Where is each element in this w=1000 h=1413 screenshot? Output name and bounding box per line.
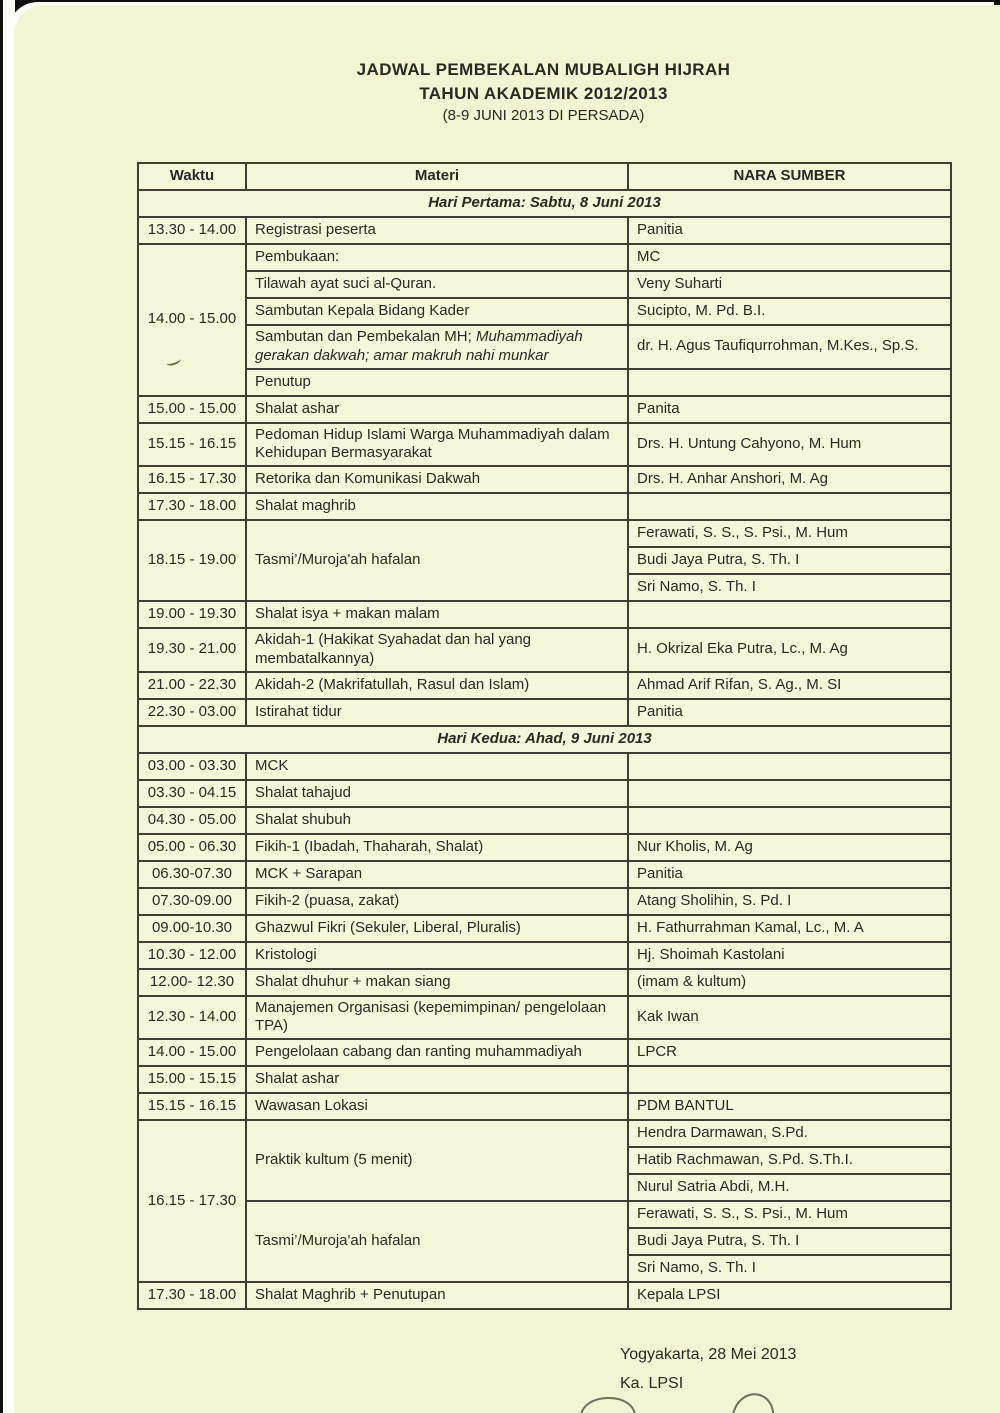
materi-cell: Tasmi’/Muroja'ah hafalan — [246, 1201, 628, 1282]
materi-cell: Wawasan Lokasi — [246, 1093, 628, 1120]
nara-sumber-cell: Drs. H. Untung Cahyono, M. Hum — [628, 423, 951, 467]
nara-sumber-cell: Hatib Rachmawan, S.Pd. S.Th.I. — [628, 1147, 951, 1174]
nara-sumber-cell — [628, 780, 951, 807]
materi-cell: Sambutan Kepala Bidang Kader — [246, 298, 628, 325]
time-cell: 22.30 - 03.00 — [138, 699, 246, 726]
nara-sumber-cell: Sri Namo, S. Th. I — [628, 574, 951, 601]
place-date-line: Yogyakarta, 28 Mei 2013 — [620, 1346, 797, 1363]
time-cell: 13.30 - 14.00 — [138, 217, 246, 244]
materi-cell: Pembukaan: — [246, 244, 628, 271]
signer-title-line: Ka. LPSI — [620, 1375, 684, 1392]
nara-sumber-cell — [628, 1066, 951, 1093]
materi-cell: Retorika dan Komunikasi Dakwah — [246, 466, 628, 493]
materi-cell: Shalat isya + makan malam — [246, 601, 628, 628]
materi-cell: Pedoman Hidup Islami Warga Muhammadiyah dalam Kehidupan Bermasyarakat — [246, 423, 628, 467]
nara-sumber-cell — [628, 807, 951, 834]
materi-cell: Akidah-2 (Makrifatullah, Rasul dan Islam) — [246, 672, 628, 699]
time-cell: 16.15 - 17.30 — [138, 1120, 246, 1282]
day-section-header: Hari Pertama: Sabtu, 8 Juni 2013 — [138, 190, 951, 217]
materi-cell: Penutup — [246, 369, 628, 396]
materi-cell: Shalat ashar — [246, 1066, 628, 1093]
nara-sumber-cell: H. Fathurrahman Kamal, Lc., M. A — [628, 915, 951, 942]
nara-sumber-cell: Drs. H. Anhar Anshori, M. Ag — [628, 466, 951, 493]
col-header-0: Waktu — [138, 163, 246, 190]
document-title: JADWAL PEMBEKALAN MUBALIGH HIJRAH — [356, 60, 731, 79]
materi-cell: Praktik kultum (5 menit) — [246, 1120, 628, 1201]
materi-cell: Shalat ashar — [246, 396, 628, 423]
materi-cell: Istirahat tidur — [246, 699, 628, 726]
time-cell: 03.00 - 03.30 — [138, 753, 246, 780]
materi-cell: Tilawah ayat suci al-Quran. — [246, 271, 628, 298]
time-cell: 17.30 - 18.00 — [138, 1282, 246, 1309]
materi-cell: Fikih-1 (Ibadah, Thaharah, Shalat) — [246, 834, 628, 861]
nara-sumber-cell: Panitia — [628, 217, 951, 244]
nara-sumber-cell: Ferawati, S. S., S. Psi., M. Hum — [628, 520, 951, 547]
col-header-1: Materi — [246, 163, 628, 190]
time-cell: 12.30 - 14.00 — [138, 996, 246, 1040]
materi-cell: Shalat maghrib — [246, 493, 628, 520]
time-cell: 17.30 - 18.00 — [138, 493, 246, 520]
time-cell: 14.00 - 15.00 — [138, 1039, 246, 1066]
nara-sumber-cell: MC — [628, 244, 951, 271]
nara-sumber-cell: Panitia — [628, 699, 951, 726]
nara-sumber-cell: Nur Kholis, M. Ag — [628, 834, 951, 861]
nara-sumber-cell: Sri Namo, S. Th. I — [628, 1255, 951, 1282]
materi-cell: Pengelolaan cabang dan ranting muhammadiyah — [246, 1039, 628, 1066]
materi-cell: MCK + Sarapan — [246, 861, 628, 888]
nara-sumber-cell: Budi Jaya Putra, S. Th. I — [628, 547, 951, 574]
nara-sumber-cell — [628, 753, 951, 780]
materi-cell: Shalat Maghrib + Penutupan — [246, 1282, 628, 1309]
materi-cell: Shalat dhuhur + makan siang — [246, 969, 628, 996]
materi-cell: Fikih-2 (puasa, zakat) — [246, 888, 628, 915]
nara-sumber-cell: Sucipto, M. Pd. B.I. — [628, 298, 951, 325]
nara-sumber-cell: Ferawati, S. S., S. Psi., M. Hum — [628, 1201, 951, 1228]
signature-stroke — [580, 1397, 636, 1413]
time-cell: 15.15 - 16.15 — [138, 423, 246, 467]
time-cell: 05.00 - 06.30 — [138, 834, 246, 861]
nara-sumber-cell — [628, 601, 951, 628]
materi-cell: Shalat shubuh — [246, 807, 628, 834]
materi-cell: Shalat tahajud — [246, 780, 628, 807]
nara-sumber-cell: Hj. Shoimah Kastolani — [628, 942, 951, 969]
materi-cell: Registrasi peserta — [246, 217, 628, 244]
nara-sumber-cell — [628, 493, 951, 520]
materi-cell: Manajemen Organisasi (kepemimpinan/ pengelolaan TPA) — [246, 996, 628, 1040]
time-cell: 18.15 - 19.00 — [138, 520, 246, 601]
nara-sumber-cell: Budi Jaya Putra, S. Th. I — [628, 1228, 951, 1255]
nara-sumber-cell: dr. H. Agus Taufiqurrohman, M.Kes., Sp.S. — [628, 325, 951, 369]
time-cell: 19.00 - 19.30 — [138, 601, 246, 628]
schedule-table — [137, 162, 952, 1310]
materi-cell: Akidah-1 (Hakikat Syahadat dan hal yang membatalkannya) — [246, 628, 628, 672]
time-cell: 14.00 - 15.00 — [138, 244, 246, 396]
time-cell: 15.00 - 15.00 — [138, 396, 246, 423]
time-cell: 06.30-07.30 — [138, 861, 246, 888]
time-cell: 19.30 - 21.00 — [138, 628, 246, 672]
col-header-2: NARA SUMBER — [628, 163, 951, 190]
document-title-block — [137, 60, 950, 124]
time-cell: 03.30 - 04.15 — [138, 780, 246, 807]
document-subtitle: TAHUN AKADEMIK 2012/2013 — [419, 84, 668, 103]
time-cell: 12.00- 12.30 — [138, 969, 246, 996]
time-cell: 10.30 - 12.00 — [138, 942, 246, 969]
materi-cell: Kristologi — [246, 942, 628, 969]
time-cell: 21.00 - 22.30 — [138, 672, 246, 699]
document-date-location: (8-9 JUNI 2013 DI PERSADA) — [442, 107, 645, 124]
nara-sumber-cell: Atang Sholihin, S. Pd. I — [628, 888, 951, 915]
nara-sumber-cell: Nurul Satria Abdi, M.H. — [628, 1174, 951, 1201]
nara-sumber-cell: Panita — [628, 396, 951, 423]
nara-sumber-cell: H. Okrizal Eka Putra, Lc., M. Ag — [628, 628, 951, 672]
nara-sumber-cell: (imam & kultum) — [628, 969, 951, 996]
nara-sumber-cell: PDM BANTUL — [628, 1093, 951, 1120]
nara-sumber-cell: Panitia — [628, 861, 951, 888]
materi-italic-phrase: Muhammadiyah gerakan dakwah; amar makruh nahi munkar — [255, 328, 583, 364]
nara-sumber-cell: Veny Suharti — [628, 271, 951, 298]
time-cell: 15.00 - 15.15 — [138, 1066, 246, 1093]
nara-sumber-cell — [628, 369, 951, 396]
materi-cell: Tasmi’/Muroja'ah hafalan — [246, 520, 628, 601]
time-cell: 07.30-09.00 — [138, 888, 246, 915]
nara-sumber-cell: Hendra Darmawan, S.Pd. — [628, 1120, 951, 1147]
time-cell: 15.15 - 16.15 — [138, 1093, 246, 1120]
materi-cell: Sambutan dan Pembekalan MH; Muhammadiyah gerakan dakwah; amar makruh nahi munkar — [246, 325, 628, 369]
nara-sumber-cell: Kepala LPSI — [628, 1282, 951, 1309]
nara-sumber-cell: Kak Iwan — [628, 996, 951, 1040]
nara-sumber-cell: Ahmad Arif Rifan, S. Ag., M. SI — [628, 672, 951, 699]
time-cell: 16.15 - 17.30 — [138, 466, 246, 493]
nara-sumber-cell: LPCR — [628, 1039, 951, 1066]
scanned-page — [14, 5, 1000, 1413]
time-cell: 09.00-10.30 — [138, 915, 246, 942]
schedule-table-body — [138, 163, 951, 1309]
time-cell: 04.30 - 05.00 — [138, 807, 246, 834]
materi-cell: Ghazwul Fikri (Sekuler, Liberal, Pluralis) — [246, 915, 628, 942]
materi-cell: MCK — [246, 753, 628, 780]
signature-block — [620, 1346, 796, 1393]
day-section-header: Hari Kedua: Ahad, 9 Juni 2013 — [138, 726, 951, 753]
